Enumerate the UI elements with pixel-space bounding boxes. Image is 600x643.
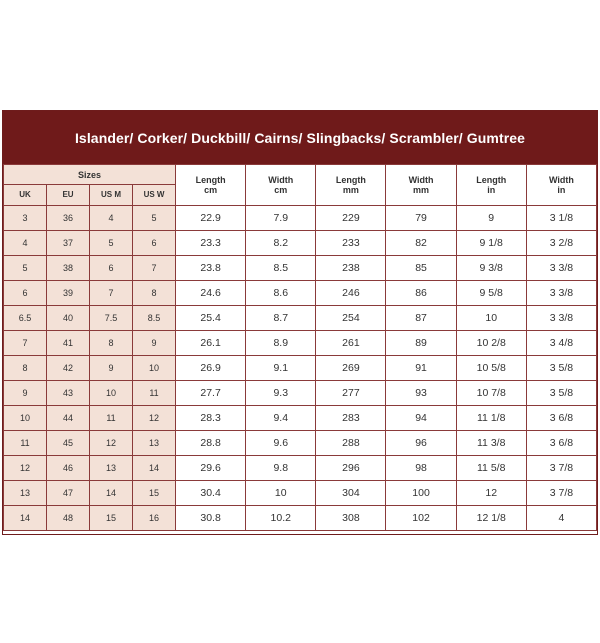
- size-chart: [2, 110, 598, 535]
- measure-cell: 11 3/8: [456, 431, 526, 456]
- column-header-measure: Width in: [526, 165, 596, 206]
- measure-cell: 82: [386, 231, 456, 256]
- measure-cell: 8.9: [246, 331, 316, 356]
- measure-cell: 10.2: [246, 506, 316, 531]
- measure-cell: 11 5/8: [456, 456, 526, 481]
- size-cell: 10: [4, 406, 47, 431]
- table-row: [4, 281, 597, 306]
- size-cell: 47: [47, 481, 90, 506]
- size-cell: 7.5: [90, 306, 133, 331]
- size-cell: 37: [47, 231, 90, 256]
- column-header-measure: Width mm: [386, 165, 456, 206]
- size-cell: 12: [133, 406, 176, 431]
- measure-cell: 3 6/8: [526, 431, 596, 456]
- measure-cell: 28.8: [176, 431, 246, 456]
- size-cell: 14: [133, 456, 176, 481]
- size-cell: 45: [47, 431, 90, 456]
- measure-cell: 86: [386, 281, 456, 306]
- table-row: [4, 456, 597, 481]
- size-table: [3, 164, 597, 531]
- measure-cell: 12: [456, 481, 526, 506]
- table-row: [4, 206, 597, 231]
- measure-cell: 91: [386, 356, 456, 381]
- measure-cell: 9 1/8: [456, 231, 526, 256]
- measure-cell: 29.6: [176, 456, 246, 481]
- measure-cell: 296: [316, 456, 386, 481]
- column-header-measure: Length in: [456, 165, 526, 206]
- size-cell: 5: [133, 206, 176, 231]
- measure-cell: 12 1/8: [456, 506, 526, 531]
- measure-cell: 3 2/8: [526, 231, 596, 256]
- size-cell: 6: [90, 256, 133, 281]
- size-cell: 13: [90, 456, 133, 481]
- measure-cell: 3 5/8: [526, 381, 596, 406]
- measure-cell: 9.4: [246, 406, 316, 431]
- measure-cell: 10 5/8: [456, 356, 526, 381]
- size-cell: 10: [133, 356, 176, 381]
- size-cell: 6: [4, 281, 47, 306]
- size-cell: 38: [47, 256, 90, 281]
- sizes-group-header: Sizes: [4, 165, 176, 185]
- size-cell: 43: [47, 381, 90, 406]
- measure-cell: 9.6: [246, 431, 316, 456]
- measure-cell: 23.8: [176, 256, 246, 281]
- size-cell: 44: [47, 406, 90, 431]
- table-row: [4, 406, 597, 431]
- size-cell: 11: [133, 381, 176, 406]
- size-cell: 8: [90, 331, 133, 356]
- measure-cell: 8.5: [246, 256, 316, 281]
- column-header-size: US W: [133, 185, 176, 206]
- size-cell: 13: [4, 481, 47, 506]
- measure-cell: 79: [386, 206, 456, 231]
- size-cell: 7: [90, 281, 133, 306]
- measure-cell: 26.9: [176, 356, 246, 381]
- measure-cell: 7.9: [246, 206, 316, 231]
- measure-cell: 9: [456, 206, 526, 231]
- measure-cell: 24.6: [176, 281, 246, 306]
- measure-cell: 30.4: [176, 481, 246, 506]
- measure-cell: 11 1/8: [456, 406, 526, 431]
- measure-cell: 85: [386, 256, 456, 281]
- size-cell: 11: [90, 406, 133, 431]
- size-cell: 4: [4, 231, 47, 256]
- measure-cell: 9 3/8: [456, 256, 526, 281]
- size-cell: 8.5: [133, 306, 176, 331]
- measure-cell: 22.9: [176, 206, 246, 231]
- measure-cell: 27.7: [176, 381, 246, 406]
- measure-cell: 9 5/8: [456, 281, 526, 306]
- measure-cell: 229: [316, 206, 386, 231]
- size-cell: 12: [4, 456, 47, 481]
- measure-cell: 233: [316, 231, 386, 256]
- measure-cell: 3 4/8: [526, 331, 596, 356]
- measure-cell: 3 6/8: [526, 406, 596, 431]
- column-header-measure: Length cm: [176, 165, 246, 206]
- size-cell: 14: [90, 481, 133, 506]
- column-header-size: EU: [47, 185, 90, 206]
- measure-cell: 3 1/8: [526, 206, 596, 231]
- size-cell: 48: [47, 506, 90, 531]
- measure-cell: 10 7/8: [456, 381, 526, 406]
- measure-cell: 94: [386, 406, 456, 431]
- size-cell: 6.5: [4, 306, 47, 331]
- measure-cell: 261: [316, 331, 386, 356]
- size-cell: 13: [133, 431, 176, 456]
- measure-cell: 8.7: [246, 306, 316, 331]
- table-row: [4, 306, 597, 331]
- measure-cell: 96: [386, 431, 456, 456]
- measure-cell: 254: [316, 306, 386, 331]
- measure-cell: 23.3: [176, 231, 246, 256]
- measure-cell: 3 3/8: [526, 306, 596, 331]
- size-cell: 9: [90, 356, 133, 381]
- size-cell: 7: [4, 331, 47, 356]
- size-cell: 6: [133, 231, 176, 256]
- measure-cell: 10 2/8: [456, 331, 526, 356]
- size-cell: 5: [90, 231, 133, 256]
- size-cell: 11: [4, 431, 47, 456]
- size-cell: 8: [133, 281, 176, 306]
- column-header-size: UK: [4, 185, 47, 206]
- column-header-measure: Width cm: [246, 165, 316, 206]
- size-cell: 9: [133, 331, 176, 356]
- measure-cell: 238: [316, 256, 386, 281]
- size-cell: 5: [4, 256, 47, 281]
- measure-cell: 3 3/8: [526, 256, 596, 281]
- column-header-measure: Length mm: [316, 165, 386, 206]
- size-cell: 10: [90, 381, 133, 406]
- size-cell: 4: [90, 206, 133, 231]
- size-cell: 15: [90, 506, 133, 531]
- measure-cell: 308: [316, 506, 386, 531]
- measure-cell: 3 7/8: [526, 456, 596, 481]
- measure-cell: 288: [316, 431, 386, 456]
- size-cell: 9: [4, 381, 47, 406]
- measure-cell: 246: [316, 281, 386, 306]
- measure-cell: 100: [386, 481, 456, 506]
- measure-cell: 89: [386, 331, 456, 356]
- table-row: [4, 256, 597, 281]
- measure-cell: 28.3: [176, 406, 246, 431]
- measure-cell: 304: [316, 481, 386, 506]
- size-cell: 36: [47, 206, 90, 231]
- measure-cell: 3 3/8: [526, 281, 596, 306]
- measure-cell: 9.8: [246, 456, 316, 481]
- measure-cell: 10: [246, 481, 316, 506]
- size-cell: 16: [133, 506, 176, 531]
- measure-cell: 26.1: [176, 331, 246, 356]
- table-row: [4, 431, 597, 456]
- measure-cell: 8.2: [246, 231, 316, 256]
- size-cell: 40: [47, 306, 90, 331]
- size-cell: 46: [47, 456, 90, 481]
- table-row: [4, 506, 597, 531]
- table-row: [4, 331, 597, 356]
- table-row: [4, 231, 597, 256]
- size-cell: 39: [47, 281, 90, 306]
- size-cell: 3: [4, 206, 47, 231]
- measure-cell: 30.8: [176, 506, 246, 531]
- measure-cell: 3 5/8: [526, 356, 596, 381]
- chart-title: Islander/ Corker/ Duckbill/ Cairns/ Slingbacks/ Scrambler/ Gumtree: [3, 111, 597, 164]
- measure-cell: 9.1: [246, 356, 316, 381]
- size-cell: 41: [47, 331, 90, 356]
- measure-cell: 4: [526, 506, 596, 531]
- measure-cell: 277: [316, 381, 386, 406]
- size-cell: 15: [133, 481, 176, 506]
- measure-cell: 102: [386, 506, 456, 531]
- measure-cell: 93: [386, 381, 456, 406]
- measure-cell: 25.4: [176, 306, 246, 331]
- measure-cell: 269: [316, 356, 386, 381]
- table-row: [4, 381, 597, 406]
- size-cell: 14: [4, 506, 47, 531]
- measure-cell: 3 7/8: [526, 481, 596, 506]
- column-header-size: US M: [90, 185, 133, 206]
- measure-cell: 9.3: [246, 381, 316, 406]
- measure-cell: 283: [316, 406, 386, 431]
- measure-cell: 87: [386, 306, 456, 331]
- size-cell: 7: [133, 256, 176, 281]
- measure-cell: 98: [386, 456, 456, 481]
- table-row: [4, 356, 597, 381]
- size-cell: 8: [4, 356, 47, 381]
- measure-cell: 8.6: [246, 281, 316, 306]
- measure-cell: 10: [456, 306, 526, 331]
- table-row: [4, 481, 597, 506]
- size-cell: 42: [47, 356, 90, 381]
- size-cell: 12: [90, 431, 133, 456]
